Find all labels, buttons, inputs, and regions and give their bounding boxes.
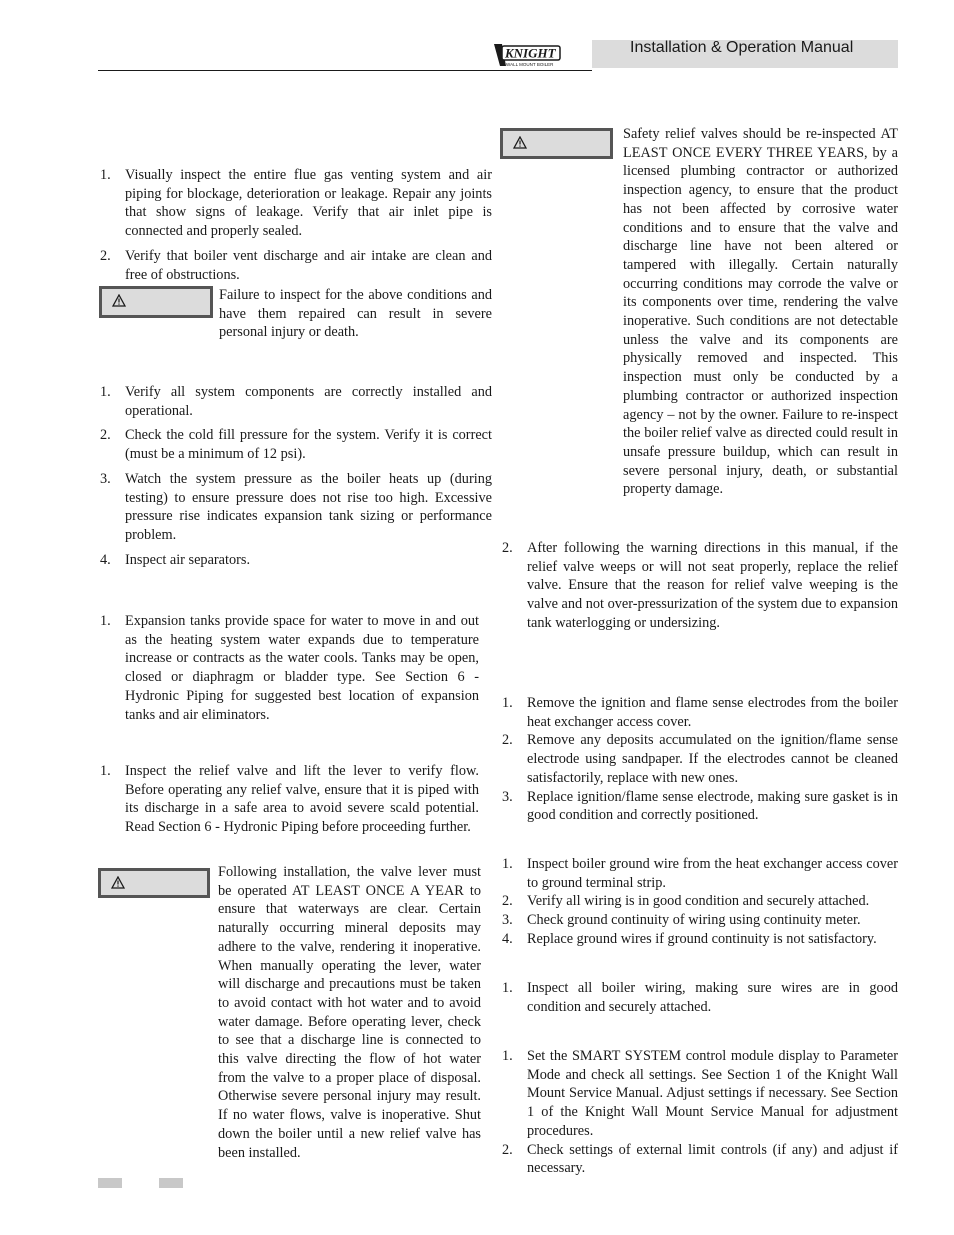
warning-icon [513,136,527,149]
wiring-section [500,979,898,1016]
ground-section [500,855,898,949]
list-item: 2. Verify that boiler vent discharge and air intake are clean and free of obstructions. [100,247,492,283]
system-section [98,383,492,569]
list-item: 3. Check ground continuity of wiring using continuity meter. [502,912,861,929]
venting-warning-text: Failure to inspect for the above conditions and have them repaired can result in severe personal injury or death. [219,287,492,341]
footer-mark [159,1178,183,1188]
list-item: 1. Inspect all boiler wiring, making sure wires are in good condition and securely attached. [502,980,898,1015]
list-item: 1. Verify all system components are correctly installed and operational. [100,384,492,419]
list-item: 1. Expansion tanks provide space for water to move in and out as the heating system water expands due to temperature increase or contracts as the water cools. Tanks may be open, closed or diaphragm or bladder type. See Section 6 - Hydronic Piping for suggested best location of expansion tanks and air eliminators. [100,613,479,723]
manual-title: Installation & Operation Manual [630,39,854,56]
list-item: 2. Verify all wiring is in good condition and securely attached. [502,893,870,910]
footer-mark [98,1178,122,1188]
warning-icon [112,294,126,307]
list-item: 2. Remove any deposits accumulated on the ignition/flame sense electrode using sandpaper. If the electrodes cannot be cleaned satisfactorily, replace with new ones. [502,732,898,786]
list-item: 3. Watch the system pressure as the boiler heats up (during testing) to ensure pressure does not rise too high. Excessive pressure rise indicates expansion tank sizing or performance problem. [100,470,492,543]
list-item: 3. Replace ignition/flame sense electrode, making sure gasket is in good condition and correctly positioned. [502,788,898,824]
relief-section [98,762,479,837]
knight-logo [492,40,568,70]
svg-text:WALL MOUNT BOILER: WALL MOUNT BOILER [506,62,554,67]
list-item: 1. Inspect boiler ground wire from the heat exchanger access cover to ground terminal strip. [502,856,898,891]
list-item: 1. Remove the ignition and flame sense electrodes from the boiler heat exchanger access cover. [502,695,898,730]
list-item: 1. Set the SMART SYSTEM control module display to Parameter Mode and check all settings. See Section 1 of the Knight Wall Mount Service Manual. Adjust settings if necessary. See Section 1 of the Knight Wall Mount Service Manual for adjustment procedures. [502,1048,898,1139]
electrodes-section [500,694,898,825]
reinspect-warning-text: Safety relief valves should be re-inspected AT LEAST ONCE EVERY THREE YEARS, by a licensed plumbing contractor or authorized inspection agency, to ensure that the product has not been affected by corrosive water conditions and to ensure that the valve and discharge line have not been altered or tampered with illegally. Certain naturally occurring conditions may corrode the valve or its components over time, rendering the valve inoperative. Such conditions are not detectable unless the valve and its components are physically removed and inspected. This inspection must only be conducted by a plumbing contractor or authorized inspection agency – not by the owner. Failure to re-inspect the boiler relief valve as directed could result in unsafe pressure buildup, which can result in severe personal injury, death, or substantial property damage. [623,126,898,498]
list-item: 1. Inspect the relief valve and lift the lever to verify flow. Before operating any relief valve, ensure that it is piped with its discharge in a safe area to avoid severe scald potential. Read Section 6 - Hydronic Piping before proceeding further. [100,763,479,836]
list-item: 2. After following the warning directions in this manual, if the relief valve weeps or will not seat properly, replace the relief valve. Ensure that the reason for relief valve weeping is the valve and not over-pressurization of the system due to expansion tank waterlogging or undersizing. [502,540,898,631]
controls-section [500,1047,898,1178]
svg-text:KNIGHT: KNIGHT [505,45,556,61]
relief-warning-text: Following installation, the valve lever must be operated AT LEAST ONCE A YEAR to ensure that waterways are clear. Certain naturally occurring mineral deposits may adhere to the valve, rendering it inoperative. When manually operating the lever, water will discharge and precautions must be taken to avoid contact with hot water and to avoid water damage. Before operating lever, check to see that a discharge line is connected to this valve directing the flow of hot water from the valve to a proper place of disposal. Otherwise severe personal injury may result. If no water flows, valve is inoperative. Shut down the boiler until a new relief valve has been installed. [218,864,481,1161]
list-item: 4. Inspect air separators. [100,551,251,568]
venting-section [98,166,492,284]
relief-continued-section [500,539,898,633]
header-rule [98,70,592,71]
warning-label [99,286,213,318]
list-item: 2. Check the cold fill pressure for the system. Verify it is correct (must be a minimum of 12 psi). [100,427,492,463]
list-item: 2. Check settings of external limit controls (if any) and adjust if necessary. [502,1141,898,1177]
list-item: 4. Replace ground wires if ground continuity is not satisfactory. [502,930,877,947]
warning-label [98,868,210,898]
warning-icon [111,876,125,889]
expansion-section [98,612,479,724]
list-item: 1. Visually inspect the entire flue gas venting system and air piping for blockage, deterioration or leakage. Repair any joints that show signs of leakage. Verify that air inlet pipe is connected and properly sealed. [100,167,492,240]
warning-label [500,128,613,159]
